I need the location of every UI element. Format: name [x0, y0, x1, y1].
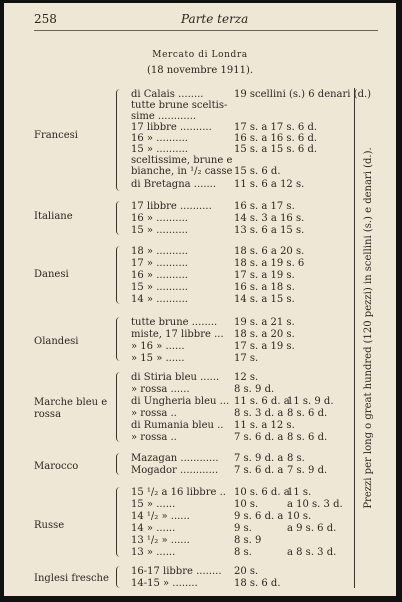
book-page — [4, 3, 396, 596]
row-price: 17 s. a 19 s. — [234, 270, 295, 281]
row-price-high: 11 s. 9 d. — [287, 396, 334, 407]
row-price: 10 s. 6 d. a — [234, 487, 290, 498]
row-name: 13 ¹/₂ » ...... — [131, 535, 190, 546]
row-name: 14 » .......... — [131, 294, 188, 305]
row-name: di Calais ........ — [131, 89, 204, 100]
row-name: Mazagan ............ — [131, 453, 219, 464]
group-label-francesi: Francesi — [34, 130, 78, 141]
row-name: » 15 » ...... — [131, 353, 185, 364]
row-name: tutte brune ........ — [131, 317, 218, 328]
row-price: 16 s. a 18 s. — [234, 282, 295, 293]
row-name: miste, 17 libbre ... — [131, 329, 224, 340]
row-price-high: 11 s. — [287, 487, 312, 498]
row-name: » rossa ...... — [131, 384, 190, 395]
price-rows — [4, 3, 396, 596]
row-name: » rossa .. — [131, 408, 177, 419]
row-name: » 16 » ...... — [131, 341, 185, 352]
row-price-high: 8 s. — [287, 453, 305, 464]
row-price: 7 s. 9 d. a — [234, 453, 284, 464]
page-number: 258 — [34, 12, 57, 26]
market-title: Mercato di Londra — [152, 50, 248, 60]
row-price: 11 s. 6 a 12 s. — [234, 179, 305, 190]
group-label-inglesi-fresche: Inglesi fresche — [34, 573, 109, 584]
row-price: 8 s. — [234, 547, 252, 558]
group-label-italiane: Italiane — [34, 211, 73, 222]
row-price-high: a 10 s. 3 d. — [287, 499, 343, 510]
row-price-high: 8 s. 6 d. — [287, 432, 328, 443]
row-name: 14 » ...... — [131, 523, 176, 534]
row-name: 15 » .......... — [131, 225, 188, 236]
row-price: 18 s. a 20 s. — [234, 329, 295, 340]
row-name: bianche, in ¹/₂ casse — [131, 166, 233, 177]
row-price: 19 s. a 21 s. — [234, 317, 295, 328]
row-price: 18 s. a 19 s. 6 — [234, 258, 305, 269]
row-name: 17 » .......... — [131, 258, 188, 269]
row-price: 18 s. 6 d. — [234, 578, 281, 589]
row-name: sime ............ — [131, 111, 197, 122]
row-name: 16 » .......... — [131, 133, 188, 144]
row-price: 8 s. 9 d. — [234, 384, 275, 395]
sidebar-note: Prezzi per long o great hundred (120 pezzi) in scellini (s.) e denari (d.). — [363, 147, 374, 509]
row-price: 16 s. a 17 s. — [234, 201, 295, 212]
group-label-russe: Russe — [34, 520, 65, 531]
sidebar-brace — [354, 88, 357, 588]
row-price-high: 10 s. — [287, 511, 312, 522]
row-name: 15 » .......... — [131, 144, 188, 155]
row-name: tutte brune sceltis- — [131, 100, 228, 111]
row-price: 8 s. 3 d. a — [234, 408, 284, 419]
row-name: 18 » .......... — [131, 246, 188, 257]
row-name: 16 » .......... — [131, 213, 188, 224]
row-price: 8 s. 9 — [234, 535, 262, 546]
row-name: 13 » ...... — [131, 547, 176, 558]
row-name: » rossa .. — [131, 432, 177, 443]
row-name: di Ungheria bleu ... — [131, 396, 230, 407]
row-name: 16 » .......... — [131, 270, 188, 281]
row-price: 10 s. — [234, 499, 259, 510]
row-name: 17 libbre .......... — [131, 201, 212, 212]
row-price: 15 s. 6 d. — [234, 166, 281, 177]
row-name: sceltissime, brune e — [131, 155, 233, 166]
row-price-high: 8 s. 6 d. — [287, 408, 328, 419]
row-price: 17 s. a 19 s. — [234, 341, 295, 352]
running-title: Parte terza — [181, 12, 249, 26]
market-date: (18 novembre 1911). — [146, 65, 254, 76]
row-price: 17 s. — [234, 353, 259, 364]
row-price: 11 s. 6 d. a — [234, 396, 290, 407]
row-name: Mogador ............ — [131, 465, 219, 476]
group-label-marocco: Marocco — [34, 461, 79, 472]
row-name: di Bretagna ....... — [131, 179, 217, 190]
row-price: 14 s. 3 a 16 s. — [234, 213, 305, 224]
row-price: 7 s. 6 d. a — [234, 432, 284, 443]
row-price: 19 scellini (s.) 6 denari (d.) — [234, 89, 372, 100]
row-price: 12 s. — [234, 372, 259, 383]
row-price: 13 s. 6 a 15 s. — [234, 225, 305, 236]
row-price-high: a 8 s. 3 d. — [287, 547, 337, 558]
row-name: 14 ¹/₂ » ...... — [131, 511, 190, 522]
row-name: 15 » ...... — [131, 499, 176, 510]
row-price: 9 s. 6 d. a — [234, 511, 284, 522]
row-name: 16-17 libbre ........ — [131, 566, 222, 577]
row-price: 7 s. 6 d. a — [234, 465, 284, 476]
row-name: 14-15 » ........ — [131, 578, 198, 589]
row-price-high: 7 s. 9 d. — [287, 465, 328, 476]
row-price: 11 s. a 12 s. — [234, 420, 295, 431]
row-price: 18 s. 6 a 20 s. — [234, 246, 305, 257]
row-price: 17 s. a 17 s. 6 d. — [234, 122, 318, 133]
group-label-olandesi: Olandesi — [34, 336, 79, 347]
row-price-high: a 9 s. 6 d. — [287, 523, 337, 534]
row-name: di Rumania bleu .. — [131, 420, 224, 431]
row-name: di Stiria bleu ...... — [131, 372, 220, 383]
row-name: 15 ¹/₂ a 16 libbre .. — [131, 487, 226, 498]
group-label-danesi: Danesi — [34, 269, 69, 280]
row-price: 16 s. a 16 s. 6 d. — [234, 133, 318, 144]
row-price: 15 s. a 15 s. 6 d. — [234, 144, 318, 155]
row-price: 9 s. — [234, 523, 252, 534]
row-name: 17 libbre .......... — [131, 122, 212, 133]
row-name: 15 » .......... — [131, 282, 188, 293]
row-price: 14 s. a 15 s. — [234, 294, 295, 305]
group-label-marche-bleu-rossa: Marche bleu e rossa — [34, 397, 108, 420]
row-price: 20 s. — [234, 566, 259, 577]
